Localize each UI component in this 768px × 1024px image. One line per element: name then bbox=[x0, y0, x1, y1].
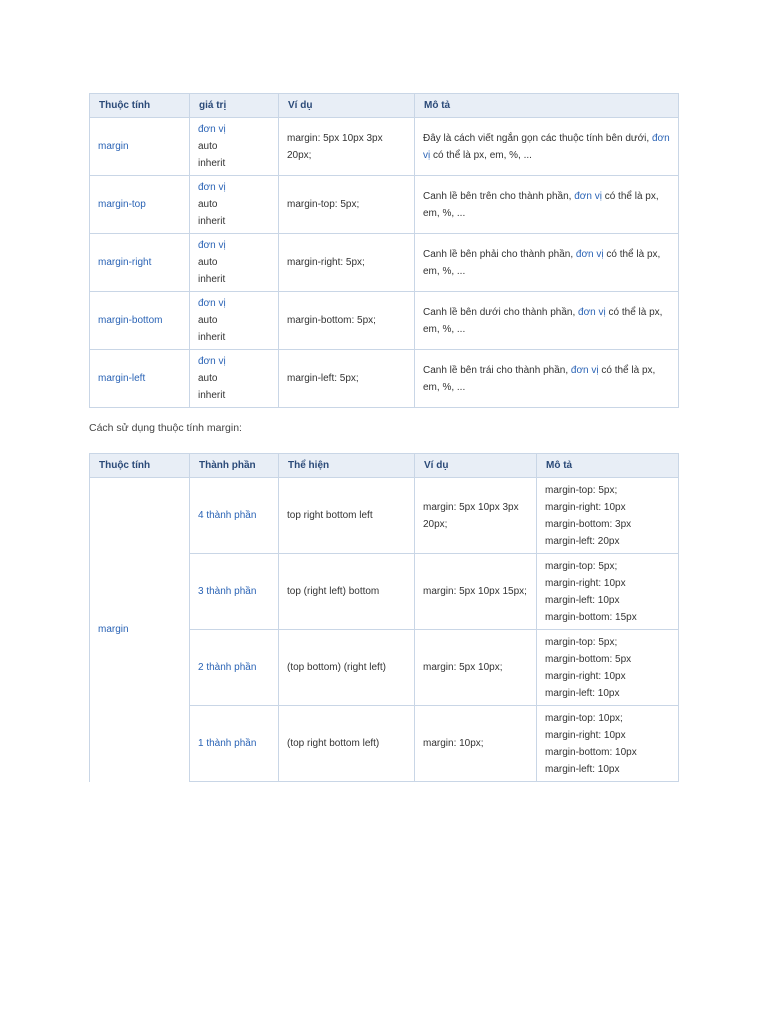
description-text: có thể là px, em, %, ... bbox=[423, 364, 656, 393]
description-line: margin-bottom: 5px bbox=[545, 653, 632, 665]
description-line: margin-left: 20px bbox=[545, 535, 620, 547]
table-row bbox=[90, 350, 679, 408]
unit-link[interactable]: đơn vị bbox=[423, 132, 670, 161]
description-cell bbox=[415, 118, 679, 176]
description-line: margin-left: 10px bbox=[545, 687, 620, 699]
table-row bbox=[90, 234, 679, 292]
header-description: Mô tả bbox=[415, 94, 679, 118]
example-cell: margin-right: 5px; bbox=[279, 234, 415, 292]
unit-link[interactable]: đơn vị bbox=[578, 306, 606, 318]
property-link[interactable]: margin-right bbox=[98, 257, 152, 268]
unit-link[interactable]: đơn vị bbox=[198, 298, 226, 309]
table-row bbox=[90, 292, 679, 350]
value-auto: auto bbox=[198, 141, 218, 152]
description-line: margin-right: 10px bbox=[545, 670, 626, 682]
value-inherit: inherit bbox=[198, 332, 226, 343]
property-link[interactable]: margin-top bbox=[98, 199, 146, 210]
description-cell bbox=[537, 554, 679, 630]
description-text: Đây là cách viết ngắn gọn các thuộc tính bên dưới, bbox=[423, 132, 650, 144]
description-text: có thể là px, em, %, ... bbox=[423, 306, 663, 335]
property-link[interactable]: margin-left bbox=[98, 373, 146, 384]
description-text: có thể là px, em, %, ... bbox=[423, 190, 659, 219]
header-example: Ví dụ bbox=[415, 454, 537, 478]
unit-link[interactable]: đơn vị bbox=[198, 182, 226, 193]
value-auto: auto bbox=[198, 315, 218, 326]
header-property: Thuộc tính bbox=[90, 454, 190, 478]
description-line: margin-top: 5px; bbox=[545, 636, 618, 648]
header-property: Thuộc tính bbox=[90, 94, 190, 118]
header-value: giá trị bbox=[190, 94, 279, 118]
value-auto: auto bbox=[198, 199, 218, 210]
components-link[interactable]: 3 thành phần bbox=[198, 586, 257, 597]
table-header-row bbox=[90, 94, 679, 118]
example-cell: margin: 5px 10px; bbox=[415, 630, 537, 706]
property-link[interactable]: margin bbox=[98, 141, 129, 152]
header-description: Mô tả bbox=[537, 454, 679, 478]
description-text: Canh lề bên trên cho thành phần, bbox=[423, 190, 572, 202]
header-representation: Thể hiện bbox=[279, 454, 415, 478]
value-auto: auto bbox=[198, 373, 218, 384]
usage-caption: Cách sử dụng thuộc tính margin: bbox=[89, 422, 242, 434]
description-line: margin-bottom: 3px bbox=[545, 518, 632, 530]
description-line: margin-right: 10px bbox=[545, 577, 626, 589]
description-line: margin-top: 5px; bbox=[545, 484, 618, 496]
description-cell bbox=[415, 176, 679, 234]
margin-usage-table bbox=[89, 453, 679, 782]
property-link[interactable]: margin-bottom bbox=[98, 315, 163, 326]
unit-link[interactable]: đơn vị bbox=[198, 356, 226, 367]
description-text: có thể là px, em, %, ... bbox=[433, 149, 532, 161]
description-line: margin-left: 10px bbox=[545, 763, 620, 775]
description-text: Canh lề bên phải cho thành phần, bbox=[423, 248, 574, 260]
value-inherit: inherit bbox=[198, 274, 226, 285]
components-link[interactable]: 4 thành phần bbox=[198, 510, 257, 521]
value-auto: auto bbox=[198, 257, 218, 268]
example-cell: margin: 5px 10px 3px 20px; bbox=[279, 118, 415, 176]
example-cell: margin-top: 5px; bbox=[279, 176, 415, 234]
description-line: margin-right: 10px bbox=[545, 729, 626, 741]
table-row bbox=[90, 478, 679, 554]
description-text: Canh lề bên dưới cho thành phần, bbox=[423, 306, 576, 318]
representation-cell: top right bottom left bbox=[279, 478, 415, 554]
description-line: margin-top: 10px; bbox=[545, 712, 623, 724]
description-cell bbox=[415, 350, 679, 408]
description-text: Canh lề bên trái cho thành phần, bbox=[423, 364, 569, 376]
description-line: margin-bottom: 15px bbox=[545, 611, 637, 623]
representation-cell: top (right left) bottom bbox=[279, 554, 415, 630]
unit-link[interactable]: đơn vị bbox=[198, 124, 226, 135]
description-line: margin-left: 10px bbox=[545, 594, 620, 606]
example-cell: margin: 5px 10px 15px; bbox=[415, 554, 537, 630]
description-line: margin-right: 10px bbox=[545, 501, 626, 513]
description-cell bbox=[415, 292, 679, 350]
unit-link[interactable]: đơn vị bbox=[570, 364, 599, 376]
description-line: margin-bottom: 10px bbox=[545, 746, 637, 758]
value-inherit: inherit bbox=[198, 216, 226, 227]
value-inherit: inherit bbox=[198, 390, 226, 401]
unit-link[interactable]: đơn vị bbox=[198, 240, 226, 251]
property-link[interactable]: margin bbox=[98, 624, 129, 636]
unit-link[interactable]: đơn vị bbox=[575, 248, 604, 260]
example-cell: margin: 5px 10px 3px 20px; bbox=[415, 478, 537, 554]
table-row bbox=[90, 176, 679, 234]
example-cell: margin-left: 5px; bbox=[279, 350, 415, 408]
example-cell: margin-bottom: 5px; bbox=[279, 292, 415, 350]
header-components: Thành phần bbox=[190, 454, 279, 478]
example-cell: margin: 10px; bbox=[415, 706, 537, 782]
representation-cell: (top bottom) (right left) bbox=[279, 630, 415, 706]
header-example: Ví dụ bbox=[279, 94, 415, 118]
margin-properties-table bbox=[89, 93, 679, 408]
description-cell bbox=[537, 706, 679, 782]
description-line: margin-top: 5px; bbox=[545, 560, 618, 572]
components-link[interactable]: 2 thành phần bbox=[198, 662, 257, 673]
description-cell bbox=[415, 234, 679, 292]
representation-cell: (top right bottom left) bbox=[279, 706, 415, 782]
value-inherit: inherit bbox=[198, 158, 226, 169]
description-cell bbox=[537, 630, 679, 706]
description-cell bbox=[537, 478, 679, 554]
description-text: có thể là px, em, %, ... bbox=[423, 248, 661, 277]
components-link[interactable]: 1 thành phần bbox=[198, 738, 257, 749]
table-header-row bbox=[90, 454, 679, 478]
table-row bbox=[90, 118, 679, 176]
unit-link[interactable]: đơn vị bbox=[574, 190, 602, 202]
